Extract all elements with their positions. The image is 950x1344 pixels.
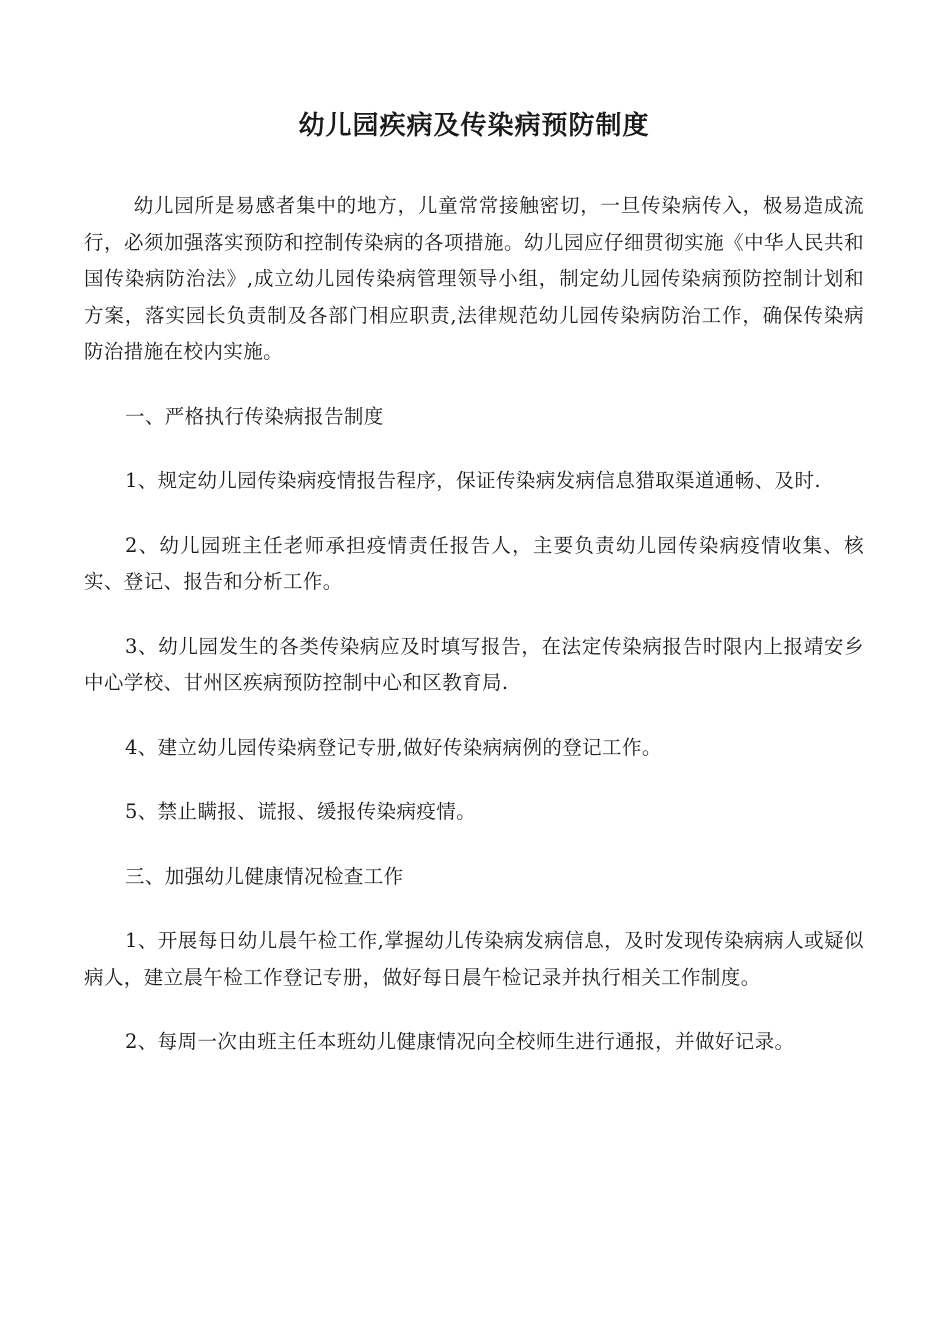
section-heading-3: 三、加强幼儿健康情况检查工作	[124, 864, 404, 888]
section3-item-2: 2、每周一次由班主任本班幼儿健康情况向全校师生进行通报，并做好记录。	[124, 1030, 795, 1053]
section1-item-5: 5、禁止瞒报、谎报、缓报传染病疫情。	[124, 800, 477, 823]
intro-paragraph: 幼儿园所是易感者集中的地方，儿童常常接触密切，一旦传染病传入，极易造成流行，必须加强落实预防和控制传染病的各项措施。幼儿园应仔细贯彻实施《中华人民共和国传染病防治法》,成立幼儿园传染病管理领导小组，制定幼儿园传染病预防控制计划和方案，落实园长负责制及各部门相应职责,法律规范幼儿园传染病防治工作，确保传染病防治措施在校内实施。	[84, 194, 864, 363]
section-heading-1: 一、严格执行传染病报告制度	[124, 404, 384, 428]
section1-item-1: 1、规定幼儿园传染病疫情报告程序，保证传染病发病信息猎取渠道通畅、及时.	[124, 469, 821, 492]
section1-item-2: 2、幼儿园班主任老师承担疫情责任报告人，主要负责幼儿园传染病疫情收集、核实、登记、报告和分析工作。	[84, 533, 864, 593]
section1-item-3: 3、幼儿园发生的各类传染病应及时填写报告，在法定传染病报告时限内上报靖安乡中心学校、甘州区疾病预防控制中心和区教育局.	[84, 634, 864, 694]
section1-item-4: 4、建立幼儿园传染病登记专册,做好传染病病例的登记工作。	[124, 735, 662, 759]
section3-item-1: 1、开展每日幼儿晨午检工作,掌握幼儿传染病发病信息，及时发现传染病病人或疑似病人，建立晨午检工作登记专册，做好每日晨午检记录并执行相关工作制度。	[84, 929, 864, 989]
document-title: 幼儿园疾病及传染病预防制度	[298, 111, 650, 141]
